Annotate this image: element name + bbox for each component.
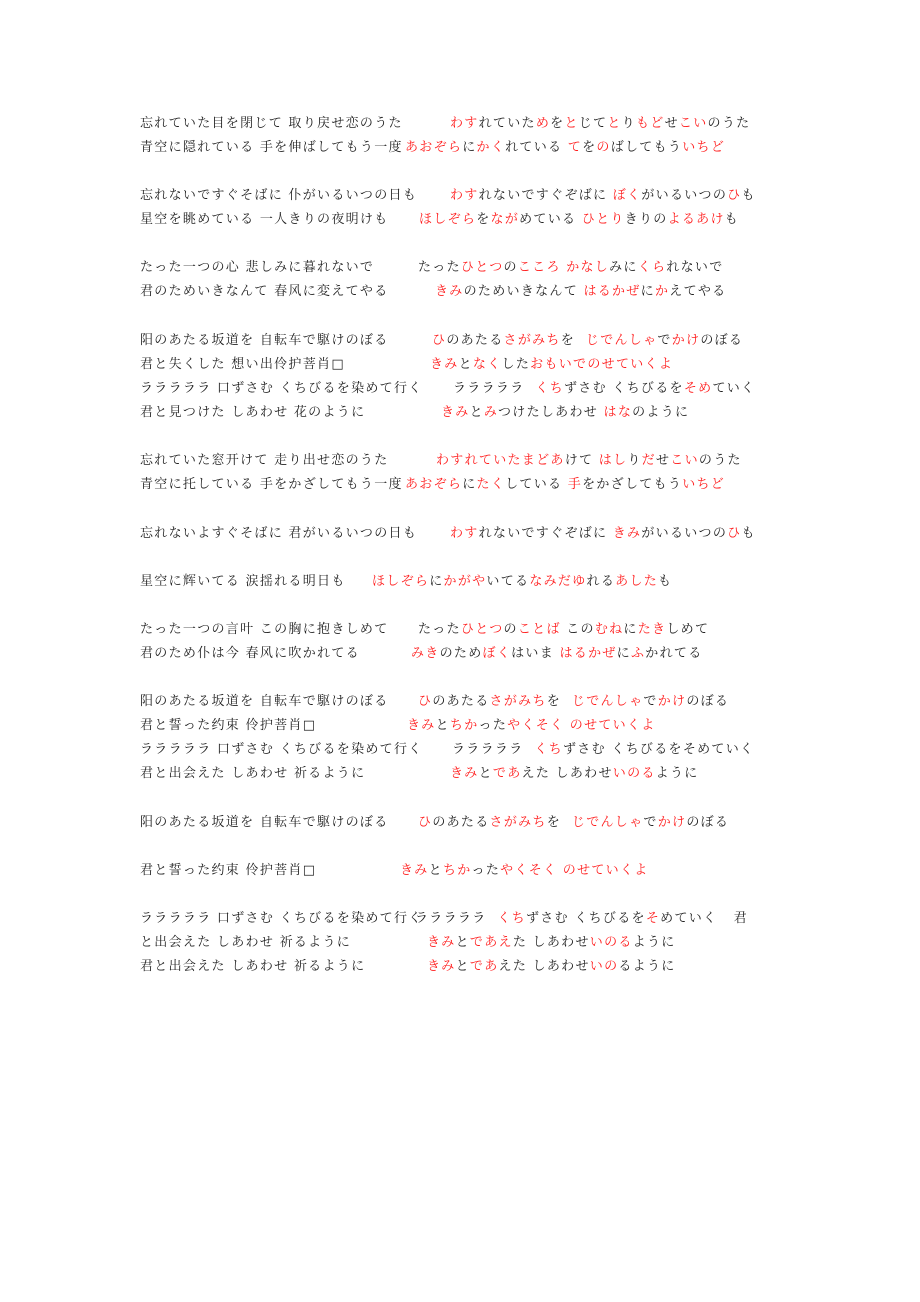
kana-text: はいま (511, 646, 560, 661)
kana-text: のあたる (432, 815, 490, 830)
highlighted-kana: くち (497, 911, 526, 926)
kana-reading (450, 116, 750, 132)
kanji-lyric: 青空に隠れている 手を伸ばしてもう一度 (140, 140, 403, 155)
kana-reading (430, 357, 673, 373)
highlighted-kana: くち (534, 742, 563, 757)
kana-text: しめて (666, 622, 710, 637)
highlighted-kana: のせていくよ (562, 863, 649, 878)
highlighted-kana: ひ (418, 694, 433, 709)
kana-text: のぼる (686, 694, 730, 709)
kana-reading (415, 911, 748, 927)
kanji-lyric: ラララララ 口ずさむ くちびるを染めて行く (140, 381, 423, 396)
lyric-line (140, 911, 748, 927)
kana-text: を (560, 333, 586, 348)
kana-text: と (435, 718, 450, 733)
kanji-lyric: 君と誓った约束 伶护菩肖□ (140, 863, 317, 878)
kana-reading (418, 622, 709, 638)
lyric-line (140, 477, 726, 493)
kana-text: を (550, 116, 565, 131)
highlighted-kana: わす (450, 188, 479, 203)
kana-reading (427, 935, 676, 951)
lyric-line (140, 526, 756, 542)
kana-reading (450, 526, 756, 542)
lyric-line (140, 959, 676, 975)
highlighted-kana: くち (535, 381, 564, 396)
lyric-line (140, 718, 656, 734)
highlighted-kana: はるかぜ (583, 284, 641, 299)
highlighted-kana: ひ (727, 526, 742, 541)
kana-text: せ (664, 116, 679, 131)
highlighted-kana: ひとり (581, 212, 625, 227)
kana-text: せ (655, 453, 671, 468)
kanji-lyric: ラララララ 口ずさむ くちびるを染めて行く (140, 911, 423, 926)
kana-reading (400, 863, 649, 879)
highlighted-kana: やくそく (500, 863, 558, 878)
highlighted-kana: くら (637, 260, 667, 275)
highlighted-kana: きみ (430, 357, 459, 372)
highlighted-kana: であ (492, 766, 522, 781)
kanji-lyric: 忘れていた目を閉じて 取り戻せ恋のうた (140, 116, 403, 131)
kana-text: ラララララ (415, 911, 498, 926)
highlighted-kana: こい (670, 453, 699, 468)
kana-reading (436, 453, 742, 469)
highlighted-kana: かけ (657, 815, 687, 830)
kanji-lyric: たった一つの心 悲しみに暮れないで (140, 260, 375, 275)
highlighted-kana: あおぞら (405, 477, 463, 492)
lyric-line (140, 815, 730, 831)
kana-text: この (560, 622, 595, 637)
kana-text: している (505, 477, 568, 492)
highlighted-kana: たく (476, 477, 506, 492)
lyric-line (140, 140, 726, 156)
lyric-line (140, 188, 756, 204)
kana-text: をかざしてもう (582, 477, 683, 492)
kana-text: り (621, 116, 636, 131)
highlighted-kana: 手 (567, 477, 583, 492)
lyric-line (140, 935, 676, 951)
lyric-line (140, 405, 690, 421)
kanji-lyric: 星空を眺めている 一人きりの夜明けも (140, 212, 389, 227)
kana-reading (418, 815, 729, 831)
highlighted-kana: じでんしゃ (571, 815, 644, 830)
highlighted-kana: と (564, 116, 579, 131)
kanji-lyric: 忘れないですぐそばに 仆がいるいつの日も (140, 188, 418, 203)
kana-text: を (582, 140, 597, 155)
kana-text: つけたしあわせ (497, 405, 604, 420)
highlighted-kana: さがみち (489, 694, 547, 709)
kanji-lyric: 忘れないよすぐそばに 君がいるいつの日も (140, 526, 418, 541)
highlighted-kana: であえ (469, 935, 513, 950)
kana-text: も (741, 188, 756, 203)
highlighted-kana: か (654, 284, 670, 299)
kana-text: も (741, 526, 756, 541)
highlighted-kana: かく (476, 140, 506, 155)
highlighted-kana: ひ (432, 333, 447, 348)
kana-text: いてる (486, 574, 530, 589)
highlighted-kana: ちか (442, 863, 472, 878)
highlighted-kana: め (535, 116, 551, 131)
highlighted-kana: であ (469, 959, 499, 974)
kana-reading (452, 742, 754, 758)
highlighted-kana: ひとつ (460, 260, 504, 275)
kana-text: きりの (624, 212, 668, 227)
highlighted-kana: こい (678, 116, 708, 131)
kana-text: みに (609, 260, 638, 275)
kana-text: のぼる (686, 815, 730, 830)
kana-text: ずさむ くちびるを (525, 911, 646, 926)
kana-text: に (462, 140, 477, 155)
kanji-lyric: 君と出会えた しあわせ 祈るように (140, 766, 366, 781)
highlighted-kana: きみ (441, 405, 470, 420)
highlighted-kana: ことば (517, 622, 561, 637)
kana-text: のぼる (700, 333, 744, 348)
kanji-lyric: たった一つの言叶 この胸に抱きしめて (140, 622, 389, 637)
kana-reading (427, 959, 676, 975)
kana-text: じて (578, 116, 608, 131)
highlighted-kana: わす (450, 116, 479, 131)
kana-text: を (546, 815, 572, 830)
kanji-lyric: 阳のあたる坂道を 自転车で駆けのぼる (140, 815, 389, 830)
kana-text: かれてる (645, 646, 703, 661)
highlighted-kana: だ (641, 453, 656, 468)
kanji-lyric: 阳のあたる坂道を 自転车で駆けのぼる (140, 333, 389, 348)
kana-text: れないですぐぞばに (478, 188, 613, 203)
highlighted-kana: ひ (727, 188, 742, 203)
highlighted-kana: と (607, 116, 622, 131)
kana-text: した (501, 357, 531, 372)
highlighted-kana: そめ (683, 381, 713, 396)
kana-text: がいるいつの (641, 188, 728, 203)
kana-text: れないで (666, 260, 724, 275)
lyric-line (140, 742, 755, 758)
kana-text: と (428, 863, 443, 878)
kanji-lyric: 君のためいきなんて 春风に変えてやる (140, 284, 389, 299)
kana-text: を (476, 212, 491, 227)
kana-text: めていく 君 (660, 911, 748, 926)
kana-text: えた しあわせ (498, 959, 590, 974)
highlighted-kana: わすれていたまどあ (436, 453, 565, 468)
kana-reading (450, 188, 756, 204)
lyric-line (140, 622, 710, 638)
kana-text: に (640, 284, 655, 299)
kana-text: のうた (698, 453, 742, 468)
lyric-line (140, 574, 673, 590)
highlighted-kana: かなし (566, 260, 610, 275)
highlighted-kana: むね (594, 622, 624, 637)
kana-text: った (471, 863, 501, 878)
kana-reading (432, 333, 743, 349)
lyric-line (140, 863, 649, 879)
highlighted-kana: なみだゆ (529, 574, 587, 589)
kana-text: れていた (478, 116, 536, 131)
kana-text: に (623, 622, 638, 637)
highlighted-kana: じでんしゃ (585, 333, 658, 348)
lyric-line (140, 333, 744, 349)
highlighted-kana: ちか (449, 718, 479, 733)
highlighted-kana: きみ (612, 526, 642, 541)
highlighted-kana: あおぞら (405, 140, 463, 155)
highlighted-kana: さがみち (489, 815, 547, 830)
lyric-line (140, 212, 740, 228)
highlighted-kana: はるかぜ (559, 646, 617, 661)
kana-text: も (658, 574, 673, 589)
lyric-line (140, 284, 727, 300)
kana-text: た しあわせ (512, 935, 590, 950)
kana-text: で (643, 694, 658, 709)
kana-text: けて (564, 453, 599, 468)
kanji-lyric: ラララララ 口ずさむ くちびるを染めて行く (140, 742, 423, 757)
highlighted-kana: そ (645, 911, 661, 926)
highlighted-kana: きみ (427, 935, 456, 950)
kana-reading (435, 284, 726, 300)
kana-reading (405, 140, 725, 156)
kana-text: に (429, 574, 444, 589)
highlighted-kana: はな (603, 405, 633, 420)
highlighted-kana: さがみち (503, 333, 561, 348)
highlighted-kana: きみ (450, 766, 479, 781)
kana-reading (411, 646, 703, 662)
highlighted-kana: あした (615, 574, 659, 589)
highlighted-kana: かけ (657, 694, 687, 709)
kanji-lyric: 忘れていた窓开けて 走り出せ恋のうた (140, 453, 389, 468)
kana-text: ように (655, 766, 699, 781)
highlighted-kana: かがや (443, 574, 487, 589)
kana-text: で (657, 333, 672, 348)
lyric-line (140, 646, 703, 662)
kana-reading (450, 766, 699, 782)
highlighted-kana: の (596, 140, 611, 155)
highlighted-kana: て (567, 140, 583, 155)
kanji-lyric: 青空に托している 手をかざしてもう一度 (140, 477, 403, 492)
kanji-lyric: 君と失くした 想い出伶护菩肖□ (140, 357, 345, 372)
kana-text: り (627, 453, 642, 468)
kanji-lyric: 君と出会えた しあわせ 祈るように (140, 959, 366, 974)
lyric-line (140, 453, 742, 469)
highlighted-kana: み (483, 405, 498, 420)
kana-text: がいるいつの (641, 526, 728, 541)
highlighted-kana: きみ (400, 863, 429, 878)
kana-text: の (503, 622, 518, 637)
kana-text: のためいきなんて (463, 284, 584, 299)
kana-reading (418, 260, 724, 276)
kana-text: と (469, 405, 484, 420)
highlighted-kana: おもいでのせていくよ (530, 357, 674, 372)
highlighted-kana: ぼく (482, 646, 512, 661)
kana-text: も (724, 212, 740, 227)
lyric-line (140, 766, 699, 782)
highlighted-kana: いのる (612, 766, 656, 781)
kana-text: ずさむ くちびるをそめていく (562, 742, 755, 757)
highlighted-kana: いの (589, 959, 619, 974)
highlighted-kana: のせていくよ (569, 718, 656, 733)
lyric-line (140, 260, 724, 276)
kanji-lyric: と出会えた しあわせ 祈るように (140, 935, 352, 950)
kana-text: ように (632, 935, 676, 950)
kana-text: で (643, 815, 658, 830)
highlighted-kana: かけ (671, 333, 701, 348)
highlighted-kana: こころ (517, 260, 561, 275)
highlighted-kana: はし (598, 453, 628, 468)
kana-text: ばしてもう (610, 140, 683, 155)
kana-text: れる (586, 574, 616, 589)
highlighted-kana: きみ (435, 284, 464, 299)
highlighted-kana: ほしぞら (372, 574, 430, 589)
kana-reading (441, 405, 689, 421)
kana-text: めている (519, 212, 582, 227)
kanji-lyric: 星空に辉いてる 涙揺れる明日も (140, 574, 346, 589)
kana-reading (418, 694, 729, 710)
kanji-lyric: 君と誓った约束 伶护菩肖□ (140, 718, 317, 733)
highlighted-kana: もど (635, 116, 665, 131)
kana-text: のあたる (432, 694, 490, 709)
highlighted-kana: きみ (427, 959, 456, 974)
kana-reading (405, 477, 725, 493)
highlighted-kana: よるあけ (667, 212, 725, 227)
lyric-line (140, 357, 674, 373)
kana-text: ていく (712, 381, 756, 396)
kana-reading (372, 574, 672, 590)
kana-text: のうた (707, 116, 751, 131)
highlighted-kana: いちど (682, 477, 726, 492)
highlighted-kana: いのる (589, 935, 633, 950)
kana-text: と (455, 935, 470, 950)
kana-text: と (455, 959, 470, 974)
highlighted-kana: じでんしゃ (571, 694, 644, 709)
highlighted-kana: ひ (418, 815, 433, 830)
kanji-lyric: 阳のあたる坂道を 自転车で駆けのぼる (140, 694, 389, 709)
highlighted-kana: やくそく (507, 718, 565, 733)
kana-text: に (616, 646, 631, 661)
highlighted-kana: いちど (682, 140, 726, 155)
kana-text: えた しあわせ (521, 766, 613, 781)
highlighted-kana: わす (450, 526, 479, 541)
highlighted-kana: ぼく (612, 188, 642, 203)
kana-text: のため (439, 646, 483, 661)
highlighted-kana: たき (637, 622, 667, 637)
kana-text: たった (418, 622, 461, 637)
highlighted-kana: ひとつ (460, 622, 504, 637)
highlighted-kana: ふ (630, 646, 646, 661)
kana-text: るように (618, 959, 676, 974)
kana-text: ずさむ くちびるを (563, 381, 684, 396)
kana-text: の (503, 260, 518, 275)
kana-text: たった (418, 260, 461, 275)
kana-text: れないですぐぞばに (478, 526, 613, 541)
lyric-line (140, 694, 730, 710)
kana-text: れている (505, 140, 568, 155)
kana-text: ラララララ (452, 742, 535, 757)
kana-text: のように (632, 405, 690, 420)
highlighted-kana: みき (411, 646, 440, 661)
kana-reading (419, 212, 739, 228)
kana-reading (407, 718, 656, 734)
highlighted-kana: ほしぞら (419, 212, 477, 227)
kana-text: のあたる (446, 333, 504, 348)
highlighted-kana: なく (472, 357, 502, 372)
kanji-lyric: 君と見つけた しあわせ 花のように (140, 405, 366, 420)
lyric-line (140, 381, 756, 397)
kana-text: ラララララ (453, 381, 536, 396)
kana-text: と (478, 766, 493, 781)
kana-text: と (458, 357, 473, 372)
kana-text: えてやる (669, 284, 727, 299)
kanji-lyric: 君のため仆は今 春风に吹かれてる (140, 646, 360, 661)
kana-reading (453, 381, 755, 397)
highlighted-kana: きみ (407, 718, 436, 733)
kana-text: を (546, 694, 572, 709)
kana-text: に (462, 477, 477, 492)
highlighted-kana: なが (490, 212, 520, 227)
lyric-line (140, 116, 751, 132)
kana-text: った (478, 718, 508, 733)
